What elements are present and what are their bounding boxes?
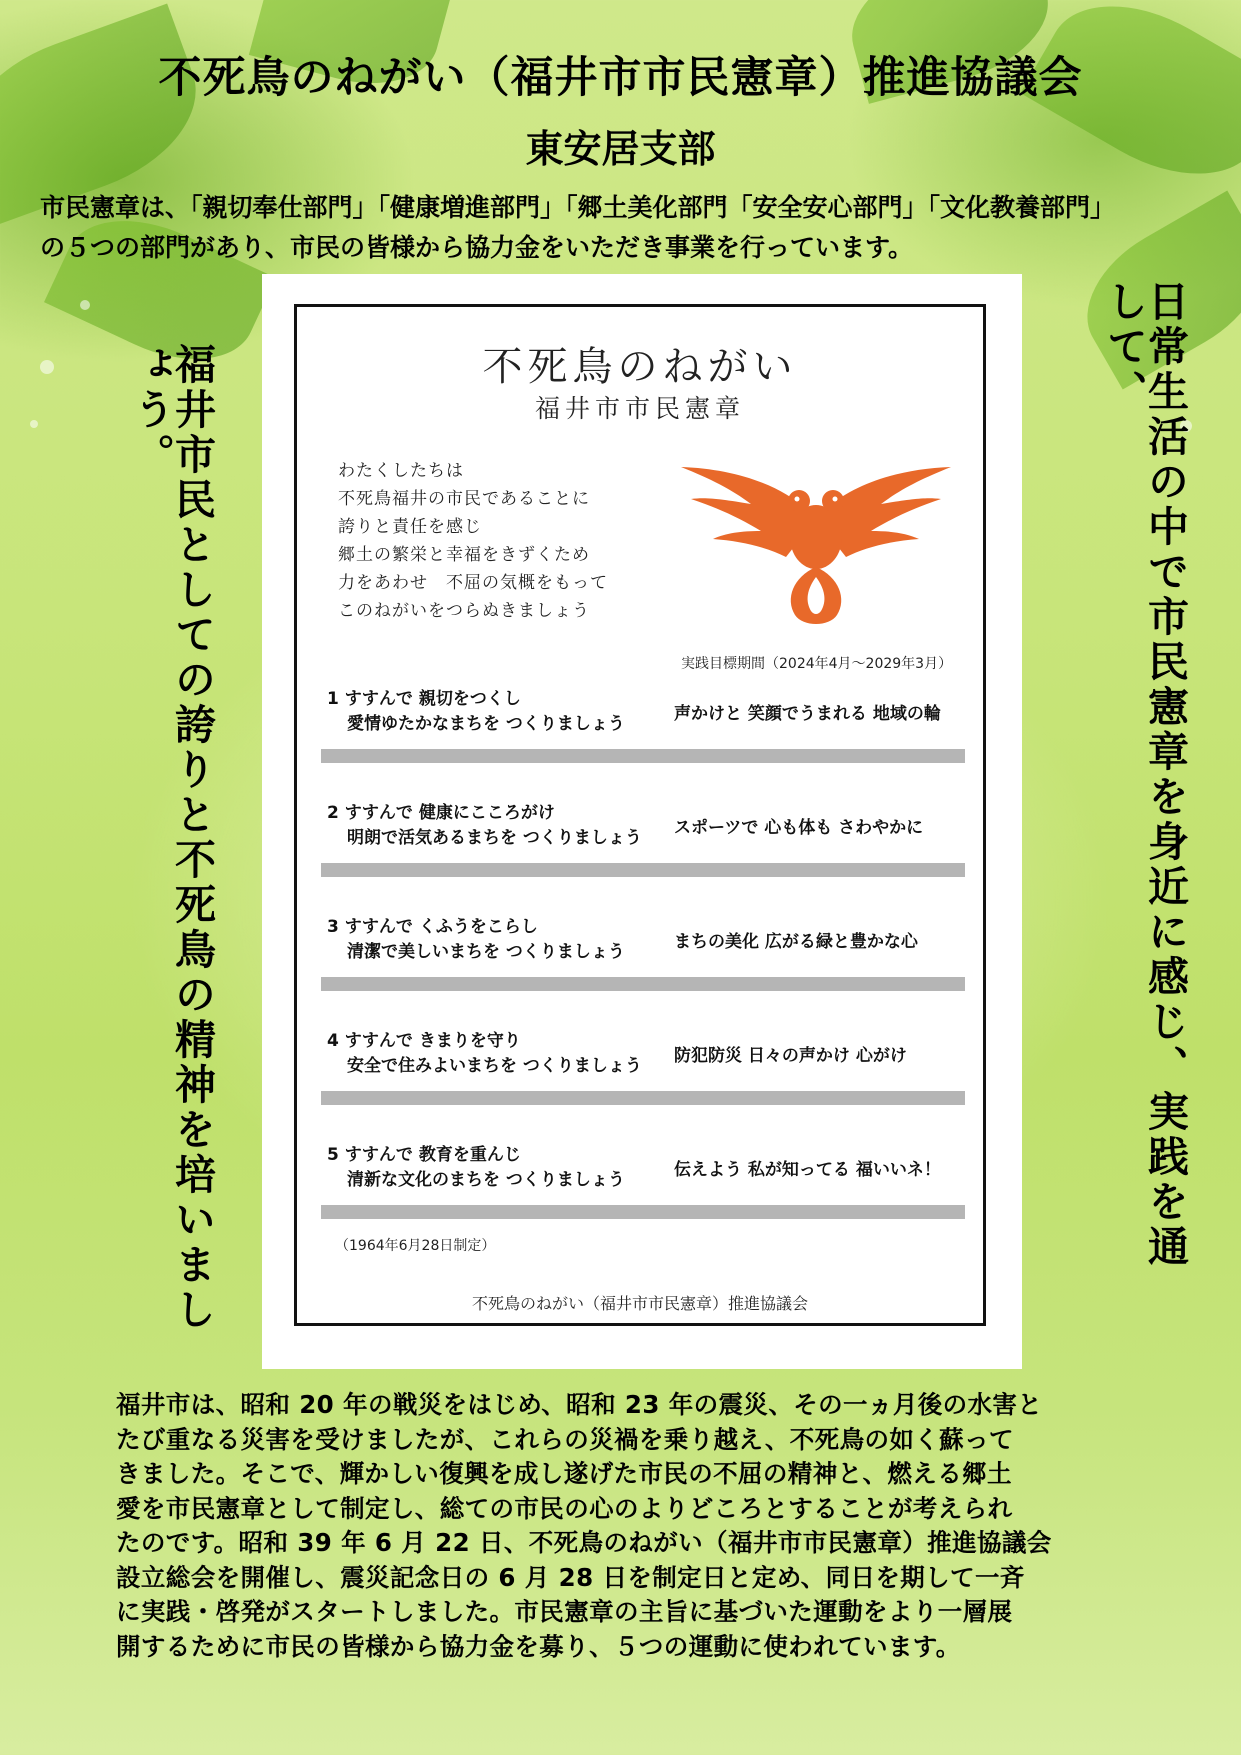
history-line: たび重なる災害を受けましたが、これらの災禍を乗り越え、不死鳥の如く蘇って: [116, 1424, 1014, 1454]
preamble-line: 力をあわせ 不屈の気概をもって: [338, 573, 608, 593]
practice-period: 実践目標期間（2024年4月～2029年3月）: [681, 656, 953, 672]
bokeh-light: [80, 300, 90, 310]
page-subtitle: 東安居支部: [525, 127, 716, 171]
charter-slogan: スポーツで 心も体も さわやかに: [674, 818, 924, 838]
goal-line: 明朗で活気あるまちを つくりましょう: [347, 828, 642, 848]
preamble-line: 誇りと責任を感じ: [338, 517, 482, 537]
divider-bar: [321, 1091, 965, 1105]
divider-bar: [321, 1205, 965, 1219]
intro-line: の５つの部門があり、市民の皆様から協力金をいただき事業を行っています。: [40, 233, 914, 262]
goal-line: 安全で住みよいまちを つくりましょう: [347, 1056, 642, 1076]
divider-bar: [321, 863, 965, 877]
history-paragraph: [116, 1388, 1176, 1664]
history-line: きました。そこで、輝かしい復興を成し遂げた市民の不屈の精神と、燃える郷土: [116, 1459, 1012, 1488]
vertical-slogan-left: 福井市民としての誇りと不死鳥の精神を培いましょう。: [127, 343, 216, 1333]
established-date: （1964年6月28日制定）: [335, 1238, 496, 1254]
charter-slogan: まちの美化 広がる緑と豊かな心: [674, 932, 918, 952]
goal-line: 清潔で美しいまちを つくりましょう: [347, 942, 625, 962]
preamble-line: 郷土の繁栄と幸福をきずくため: [338, 545, 590, 565]
history-line: 愛を市民憲章として制定し、総ての市民の心のよりどころとすることが考えられ: [116, 1493, 1013, 1523]
goal-line: 5 すすんで 教育を重んじ: [327, 1145, 521, 1165]
page-title: 不死鳥のねがい（福井市市民憲章）推進協議会: [158, 53, 1083, 103]
preamble-line: このねがいをつらぬきましょう: [338, 601, 590, 621]
intro-text: [40, 188, 1210, 268]
charter-slogan: 防犯防災 日々の声かけ 心がけ: [674, 1046, 907, 1066]
goal-line: 2 すすんで 健康にこころがけ: [327, 803, 555, 823]
charter-slogan: 声かけと 笑顔でうまれる 地域の輪: [674, 704, 941, 724]
history-line: 設立総会を開催し、震災記念日の 6 月 28 日を制定日と定め、同日を期して一斉: [116, 1562, 1025, 1592]
goal-line: 清新な文化のまちを つくりましょう: [347, 1170, 625, 1190]
history-line: たのです。昭和 39 年 6 月 22 日、不死鳥のねがい（福井市市民憲章）推進協議会: [116, 1528, 1052, 1557]
intro-line: 市民憲章は、「親切奉仕部門」「健康増進部門」「郷土美化部門「安全安心部門」「文化教養部門」: [40, 193, 1116, 222]
bokeh-light: [30, 420, 38, 428]
charter-goal: [327, 915, 625, 965]
bokeh-light: [40, 360, 54, 374]
history-line: 開するために市民の皆様から協力金を募り、５つの運動に使われています。: [116, 1631, 961, 1661]
charter-subtitle: 福井市市民憲章: [534, 394, 745, 423]
vertical-slogan-right: 日常生活の中で市民憲章を身近に感じ、実践を通して、: [1100, 280, 1189, 1270]
charter-footer: 不死鳥のねがい（福井市市民憲章）推進協議会: [471, 1294, 808, 1313]
preamble-line: わたくしたちは: [338, 461, 464, 481]
charter-preamble: [338, 457, 608, 625]
history-line: 福井市は、昭和 20 年の戦災をはじめ、昭和 23 年の震災、その一ヵ月後の水害と: [116, 1390, 1043, 1419]
charter-goal: [327, 1143, 625, 1193]
charter-goal: [327, 1029, 642, 1079]
goal-line: 愛情ゆたかなまちを つくりましょう: [347, 714, 625, 734]
goal-line: 3 すすんで くふうをこらし: [327, 917, 538, 937]
phoenix-emblem-icon: [681, 449, 951, 629]
charter-title: 不死鳥のねがい: [482, 344, 798, 390]
goal-line: 1 すすんで 親切をつくし: [327, 689, 521, 709]
preamble-line: 不死鳥福井の市民であることに: [338, 489, 590, 509]
divider-bar: [321, 749, 965, 763]
charter-goal: [327, 801, 642, 851]
divider-bar: [321, 977, 965, 991]
charter-slogan: 伝えよう 私が知ってる 福いいネ！: [674, 1160, 941, 1180]
history-line: に実践・啓発がスタートしました。市民憲章の主旨に基づいた運動をより一層展: [116, 1597, 1013, 1626]
charter-card: [294, 304, 986, 1326]
charter-goal: [327, 687, 625, 737]
goal-line: 4 すすんで きまりを守り: [327, 1031, 521, 1051]
